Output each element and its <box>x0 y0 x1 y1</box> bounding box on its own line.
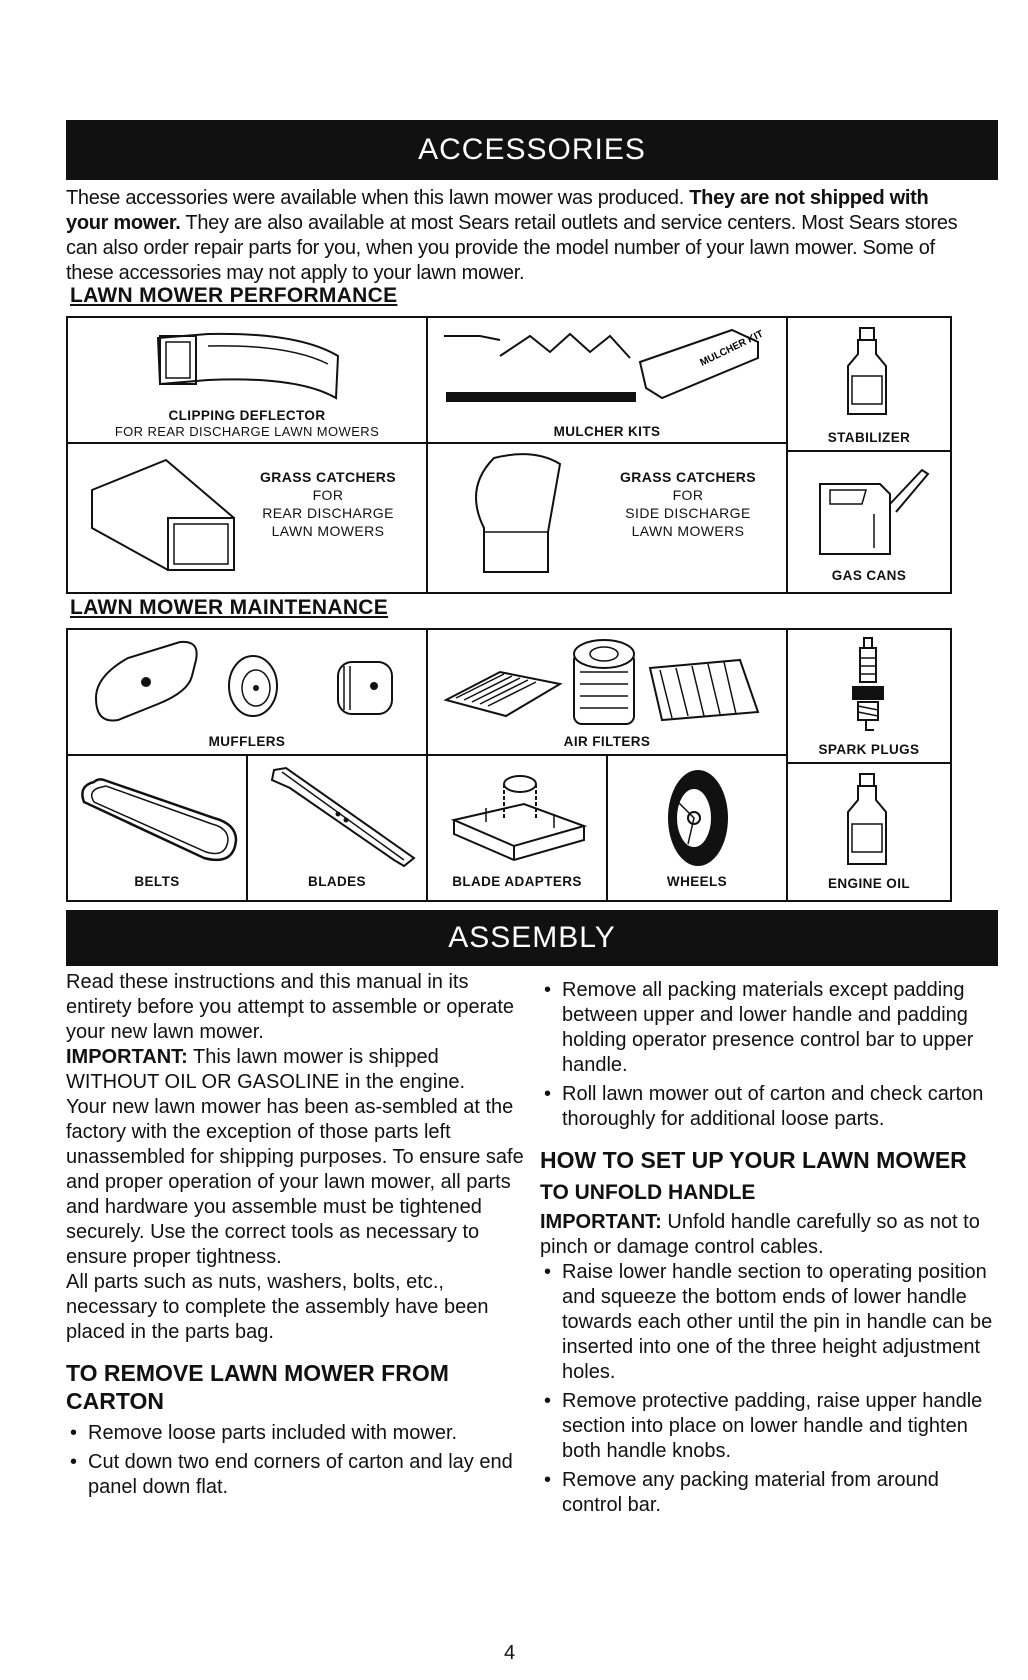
belts-label: BELTS <box>134 874 180 889</box>
belt-icon <box>74 766 244 866</box>
assembly-left-column <box>66 970 526 1504</box>
cell-belts <box>68 756 248 900</box>
unfold-handle-heading: TO UNFOLD HANDLE <box>540 1181 756 1204</box>
grass-rear-line-2: FOR <box>312 487 344 503</box>
blade-icon <box>254 762 424 872</box>
maintenance-heading: LAWN MOWER MAINTENANCE <box>70 596 389 619</box>
grass-catcher-rear-icon <box>88 452 238 572</box>
muffler-icon <box>88 636 408 726</box>
cell-grass-catchers-rear <box>68 444 428 592</box>
cell-mulcher-kits <box>428 318 788 444</box>
grass-side-line-1: GRASS CATCHERS <box>619 469 757 485</box>
assembly-intro-paragraph: Read these instructions and this manual in its entirety before you attempt to assemble or operate your new lawn mower. <box>66 971 515 1043</box>
unfold-important-note <box>540 1210 1000 1260</box>
important-text: This lawn mower is shipped WITHOUT OIL OR GASOLINE in the engine. <box>66 1046 466 1093</box>
stabilizer-label: STABILIZER <box>827 430 911 445</box>
important-note <box>66 1045 526 1095</box>
unfold-important-text: Unfold handle carefully so as not to pinch or damage control cables. <box>540 1211 980 1258</box>
remove-from-carton-heading: TO REMOVE LAWN MOWER FROM CARTON <box>66 1360 449 1414</box>
gas-cans-label: GAS CANS <box>831 568 907 583</box>
accessories-title: ACCESSORIES <box>418 133 646 166</box>
cell-mufflers <box>68 630 428 756</box>
clipping-deflector-sub: FOR REAR DISCHARGE LAWN MOWERS <box>114 424 380 439</box>
list-item: • Remove loose parts included with mower. <box>66 1421 526 1446</box>
grass-catchers-side-text <box>598 468 778 540</box>
performance-grid <box>66 316 952 594</box>
gas-can-icon <box>810 464 930 560</box>
unfold-steps-list <box>540 1260 1000 1518</box>
assembly-title: ASSEMBLY <box>448 921 616 954</box>
list-item: • Roll lawn mower out of carton and check carton thoroughly for additional loose parts. <box>540 1082 1000 1132</box>
intro-text-2: They are also available at most Sears retail outlets and service centers. Most Sears stores can also order repair parts for you, when you provide the model number of your lawn mower. Some of these accessories may not apply to your lawn mower. <box>66 212 958 284</box>
list-item: • Raise lower handle section to operating position and squeeze the bottom ends of lower handle towards each other until the pin in handle can be inserted into one of the three height adjustment holes. <box>540 1260 1000 1385</box>
assembly-banner <box>66 910 998 966</box>
grass-side-line-2: FOR <box>672 487 704 503</box>
clipping-deflector-label: CLIPPING DEFLECTOR <box>168 408 326 423</box>
grass-rear-line-1: GRASS CATCHERS <box>259 469 397 485</box>
blade-adapters-label: BLADE ADAPTERS <box>452 874 582 889</box>
performance-heading: LAWN MOWER PERFORMANCE <box>70 284 398 307</box>
cell-air-filters <box>428 630 788 756</box>
intro-text-1: These accessories were available when this lawn mower was produced. <box>66 187 690 209</box>
list-item: • Remove all packing materials except padding between upper and lower handle and padding holding operator presence control bar to upper handle. <box>540 978 1000 1078</box>
mulcher-kit-box-label: MULCHER KIT <box>698 328 766 369</box>
assembly-paragraph-3: All parts such as nuts, washers, bolts, etc., necessary to complete the assembly have been placed in the parts bag. <box>66 1271 489 1343</box>
grass-side-line-4: LAWN MOWERS <box>631 523 745 539</box>
cell-engine-oil <box>788 764 950 900</box>
wheels-label: WHEELS <box>666 874 728 889</box>
important-label: IMPORTANT: <box>66 1046 188 1068</box>
cell-gas-cans <box>788 452 950 592</box>
maintenance-grid <box>66 628 952 902</box>
grass-catcher-side-icon <box>464 448 574 578</box>
list-item: • Remove protective padding, raise upper handle section into place on lower handle and tighten both handle knobs. <box>540 1389 1000 1464</box>
clipping-deflector-icon <box>148 324 348 404</box>
page-number: 4 <box>504 1642 516 1664</box>
air-filter-icon <box>440 632 780 732</box>
cell-stabilizer <box>788 318 950 452</box>
engine-oil-label: ENGINE OIL <box>827 876 910 891</box>
grass-rear-line-4: LAWN MOWERS <box>271 523 385 539</box>
spark-plug-icon <box>838 636 898 736</box>
setup-heading: HOW TO SET UP YOUR LAWN MOWER <box>540 1147 967 1173</box>
unfold-important-label: IMPORTANT: <box>540 1211 662 1233</box>
stabilizer-bottle-icon <box>838 326 898 416</box>
list-item: • Cut down two end corners of carton and lay end panel down flat. <box>66 1450 526 1500</box>
remove-steps-list-continued <box>540 978 1000 1132</box>
intro-text-bold: They are not shipped with your mower. <box>66 187 929 234</box>
cell-blade-adapters <box>428 756 608 900</box>
grass-rear-line-3: REAR DISCHARGE <box>262 505 394 521</box>
wheel-icon <box>648 762 748 872</box>
cell-spark-plugs <box>788 630 950 764</box>
assembly-right-column <box>540 978 1000 1522</box>
mulcher-kit-icon <box>440 322 780 412</box>
cell-grass-catchers-side <box>428 444 788 592</box>
air-filters-label: AIR FILTERS <box>563 734 651 749</box>
accessories-intro <box>66 186 966 286</box>
cell-blades <box>248 756 428 900</box>
mufflers-label: MUFFLERS <box>208 734 286 749</box>
cell-clipping-deflector <box>68 318 428 444</box>
remove-steps-list <box>66 1421 526 1500</box>
grass-catchers-rear-text <box>238 468 418 540</box>
spark-plugs-label: SPARK PLUGS <box>818 742 920 757</box>
list-item: • Remove any packing material from around control bar. <box>540 1468 1000 1518</box>
mulcher-kits-label: MULCHER KITS <box>553 424 661 439</box>
blades-label: BLADES <box>308 874 366 889</box>
assembly-paragraph-2: Your new lawn mower has been as-sembled at the factory with the exception of those parts left unassembled for shipping purposes. To ensure safe and proper operation of your lawn mower, all parts and hardware you assemble must be tightened securely. Use the correct tools as necessary to ensure proper tightness. <box>66 1096 524 1268</box>
accessories-banner <box>66 120 998 180</box>
grass-side-line-3: SIDE DISCHARGE <box>625 505 751 521</box>
cell-wheels <box>608 756 788 900</box>
blade-adapter-icon <box>434 764 604 874</box>
engine-oil-bottle-icon <box>838 772 898 872</box>
